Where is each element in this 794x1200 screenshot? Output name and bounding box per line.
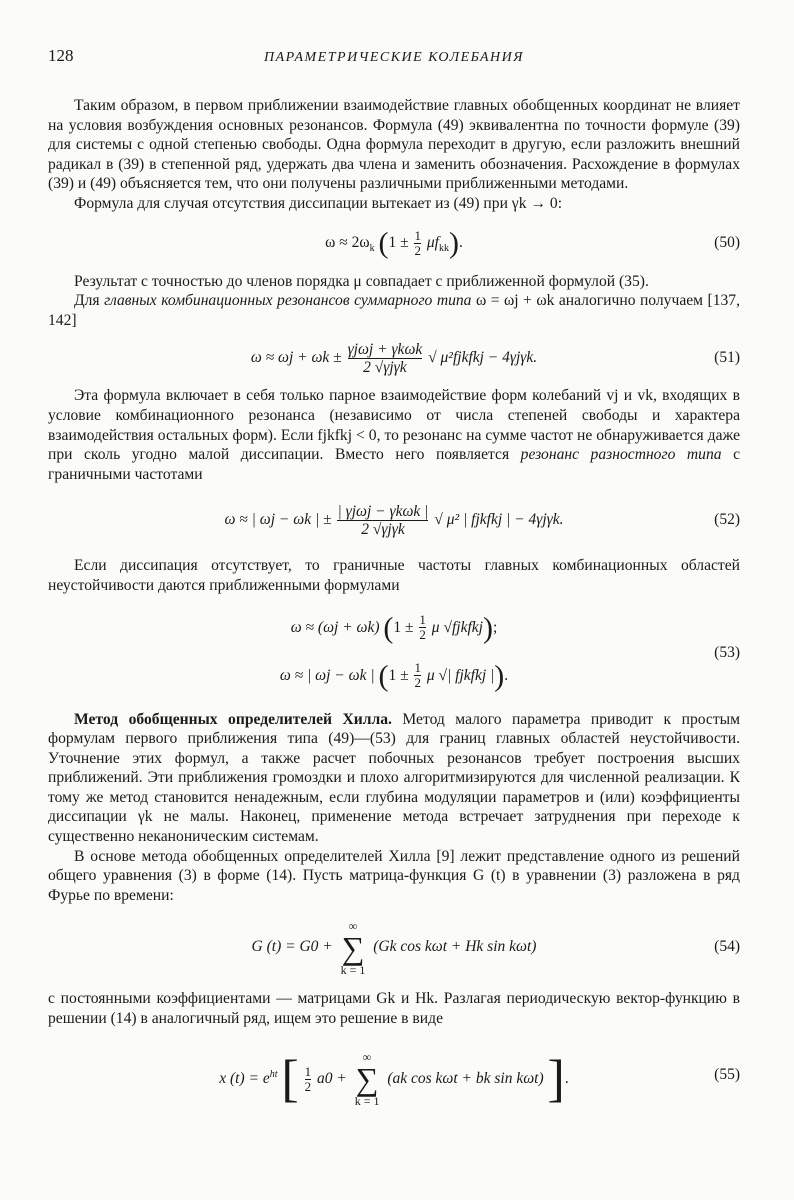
paragraph-5: Эта формула включает в себя только парное взаимодействие форм колебаний vj и vk, входящих в условие комбинационного резонанса (независимо от числа степеней свободы и характера взаимодействия остальных форм). Если fjkfkj < 0, то резонанс на сумме частот не обнаруживается даже при сколь угодно малой диссипации. Вместо него появляется резонанс разностного типа с граничными частотами — [48, 387, 740, 483]
eq52-frac: $\frac{\text{| γjωj − γkωk |}}{\text{2 √γjγk}}$ — [337, 503, 429, 539]
equation-53 — [48, 596, 740, 710]
equation-51: ω ≈ ωj + ωk ± $\frac{\text{γjωj + γkωk}}{\text{2 √γjγk}}$ √ μ²fjkfkj − 4γjγk. (51) — [250, 341, 740, 377]
eq52-number: (52) — [714, 511, 740, 529]
paragraph-3: Результат с точностью до членов порядка μ совпадает с приближенной формулой (35). — [74, 272, 649, 290]
eq53-line-2: ω ≈ | ωj − ωk | (1 ± $\frac{1}{2}$ μ √| fjkfkj |). — [279, 658, 509, 692]
paragraph-2: Формула для случая отсутствия диссипации вытекает из (49) при γk → 0: — [74, 194, 563, 212]
term-sum-resonance: главных комбинационных резонансов суммарного типа — [104, 292, 472, 310]
equation-50: $\omega \approx 2\omega_k$ (1 ± $\frac{1}{2}$ $\mu f_{kk}$). (50) — [325, 226, 740, 259]
eq54-sum: ∞ ∑ k = 1 — [340, 918, 366, 977]
eq50-lhs: ω ≈ 2ω — [325, 233, 370, 251]
running-title: ПАРАМЕТРИЧЕСКИЕ КОЛЕБАНИЯ — [264, 50, 524, 65]
equation-52: ω ≈ | ωj − ωk | ± $\frac{\text{| γjωj − γkωk |}}{\text{2 √γjγk}}$ √ μ² | fjkfkj | − 4γjγk. (52) — [224, 503, 740, 539]
term-difference-resonance: резонанс разностного типа — [520, 446, 722, 464]
eq51-number: (51) — [714, 349, 740, 367]
equation-55: x $(t) = e^{ht}$ [ $\frac{1}{2}$ a0 + ∞ ∑ k = 1 (ak cos kωt + bk sin kωt) ]. (55) — [219, 1050, 740, 1109]
paragraph-6: Если диссипация отсутствует, то граничные частоты главных комбинационных областей неустойчивости даются приближенными формулами — [48, 557, 740, 594]
eq55-sum: ∞ ∑ k = 1 — [354, 1050, 380, 1109]
eq50-one: 1 ± — [388, 233, 409, 251]
page-header — [48, 38, 740, 72]
paragraph-4: Для главных комбинационных резонансов суммарного типа ω = ωj + ωk аналогично получаем [137, 142] — [48, 292, 740, 329]
page-number: 128 — [48, 46, 74, 65]
eq51-radical: √ μ²fjkfkj − 4γjγk. — [428, 349, 538, 367]
eq50-mu: μf — [426, 233, 439, 251]
eq52-radical: √ μ² | fjkfkj | − 4γjγk. — [434, 511, 564, 529]
eq55-number: (55) — [714, 1065, 740, 1083]
paragraph-8: В основе метода обобщенных определителей Хилла [9] лежит представление одного из решений общего уравнения (3) в форме (14). Пусть матрица-функция G (t) в уравнении (3) разложена в ряд Фурье по времени: — [48, 847, 740, 904]
section-heading-hill: Метод обобщенных определителей Хилла. — [74, 710, 392, 728]
eq53-line-1: ω ≈ (ωj + ωk) (1 ± $\frac{1}{2}$ μ √fjkfkj); — [290, 610, 498, 644]
eq50-frac: $\frac{1}{2}$ — [414, 227, 421, 258]
book-page — [48, 38, 740, 1121]
equation-54: G (t) = G0 + ∞ ∑ k = 1 (Gk cos kωt + Hk sin kωt) (54) — [251, 918, 740, 977]
eq54-number: (54) — [714, 938, 740, 956]
paragraph-9: с постоянными коэффициентами — матрицами Gk и Hk. Разлагая периодическую вектор-функцию в решении (14) в аналогичный ряд, ищем это решение в виде — [48, 990, 740, 1028]
eq50-number: (50) — [714, 233, 740, 251]
paragraph-7: Метод обобщенных определителей Хилла. Метод малого параметра приводит к простым формулам первого приближения типа (49)—(53) для границ главных областей неустойчивости. Уточнение этих формул, а также расчет побочных резонансов требует построения высших приближений. Эти приближения громоздки и плохо алгоритмизируются для численной реализации. К тому же метод становится ненадежным, если глубина модуляции параметров и (или) коэффициенты диссипации γk не малы. Наконец, применение метода встречает затруднения при переходе к существенно неканоническим системам. — [48, 710, 741, 846]
eq53-number: (53) — [714, 643, 740, 661]
eq50-sub: k — [369, 242, 375, 254]
eq51-frac: $\frac{\text{γjωj + γkωk}}{\text{2 √γjγk}}$ — [347, 341, 423, 377]
paragraph-1: Таким образом, в первом приближении взаимодействие главных обобщенных координат не влияет на условия возбуждения основных резонансов. Формула (49) эквивалентна по точности формуле (39) для системы с одной степенью свободы. Одна формула переходит в другую, если разложить внешний радикал в (39) в степенной ряд, удержать два члена и заменить обозначения. Расхождение в формулах (39) и (49) объясняется тем, что они получены различными приближенными методами. — [48, 97, 740, 193]
